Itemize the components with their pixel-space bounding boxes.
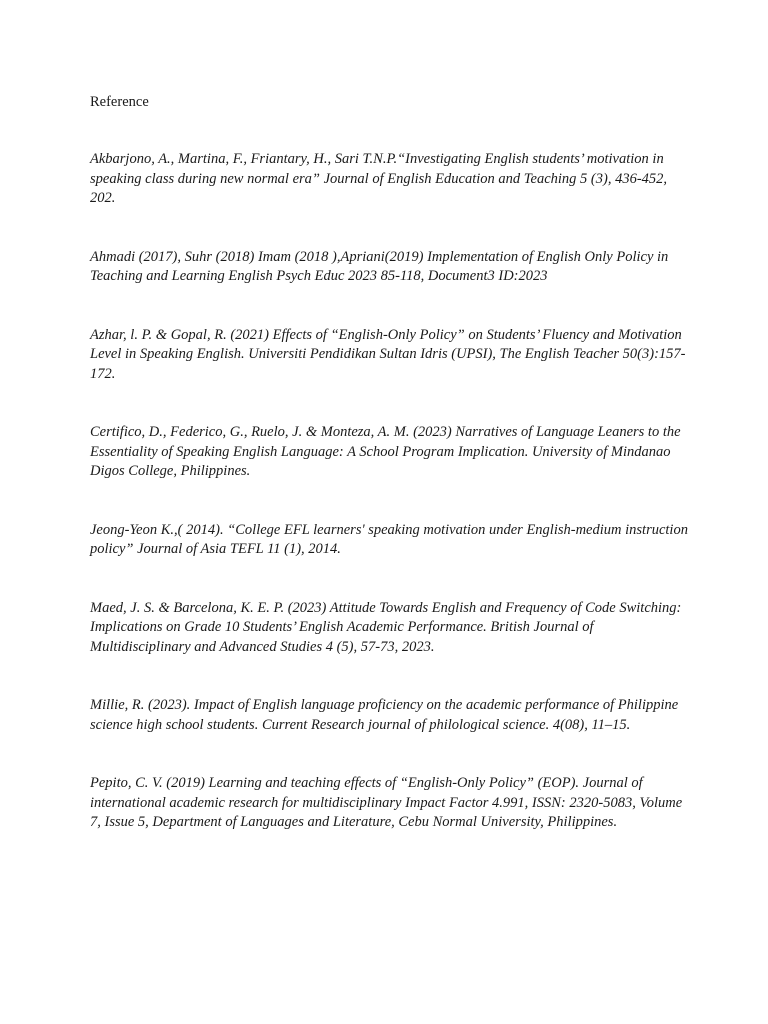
reference-entry: Millie, R. (2023). Impact of English language proficiency on the academic performance of Philippine science high school students. Current Research journal of philological science. 4(08), 11–15.	[90, 697, 679, 733]
reference-heading: Reference	[90, 94, 149, 110]
reference-entry: Certifico, D., Federico, G., Ruelo, J. & Monteza, A. M. (2023) Narratives of Language Leaners to the Essentiality of Speaking English Language: A School Program Implication. University of Mindanao Digos College, Philippines.	[90, 424, 681, 479]
reference-list	[90, 150, 690, 872]
reference-entry: Azhar, l. P. & Gopal, R. (2021) Effects of “English-Only Policy” on Students’ Fluency and Motivation Level in Speaking English. Universiti Pendidikan Sultan Idris (UPSI), The English Teacher 50(3):157-172.	[90, 326, 686, 382]
reference-entry: Akbarjono, A., Martina, F., Friantary, H., Sari T.N.P.“Investigating English students’ motivation in speaking class during new normal era” Journal of English Education and Teaching 5 (3), 436-452, 202.	[90, 151, 668, 206]
reference-entry: Pepito, C. V. (2019) Learning and teaching effects of “English-Only Policy” (EOP). Journal of international academic research for multidisciplinary Impact Factor 4.991, ISSN: 2320-5083, Volume 7, Issue 5, Department of Languages and Literature, Cebu Normal University, Philippines.	[90, 775, 683, 830]
reference-entry: Jeong-Yeon K.,( 2014). “College EFL learners' speaking motivation under English-medium instruction policy” Journal of Asia TEFL 11 (1), 2014.	[90, 521, 688, 557]
reference-entry: Maed, J. S. & Barcelona, K. E. P. (2023) Attitude Towards English and Frequency of Code Switching: Implications on Grade 10 Students’ English Academic Performance. British Journal of Multidisciplinary and Advanced Studies 4 (5), 57-73, 2023.	[90, 599, 682, 655]
reference-entry: Ahmadi (2017), Suhr (2018) Imam (2018 ),Apriani(2019) Implementation of English Only Policy in Teaching and Learning English Psych Educ 2023 85-118, Document3 ID:2023	[90, 248, 669, 284]
